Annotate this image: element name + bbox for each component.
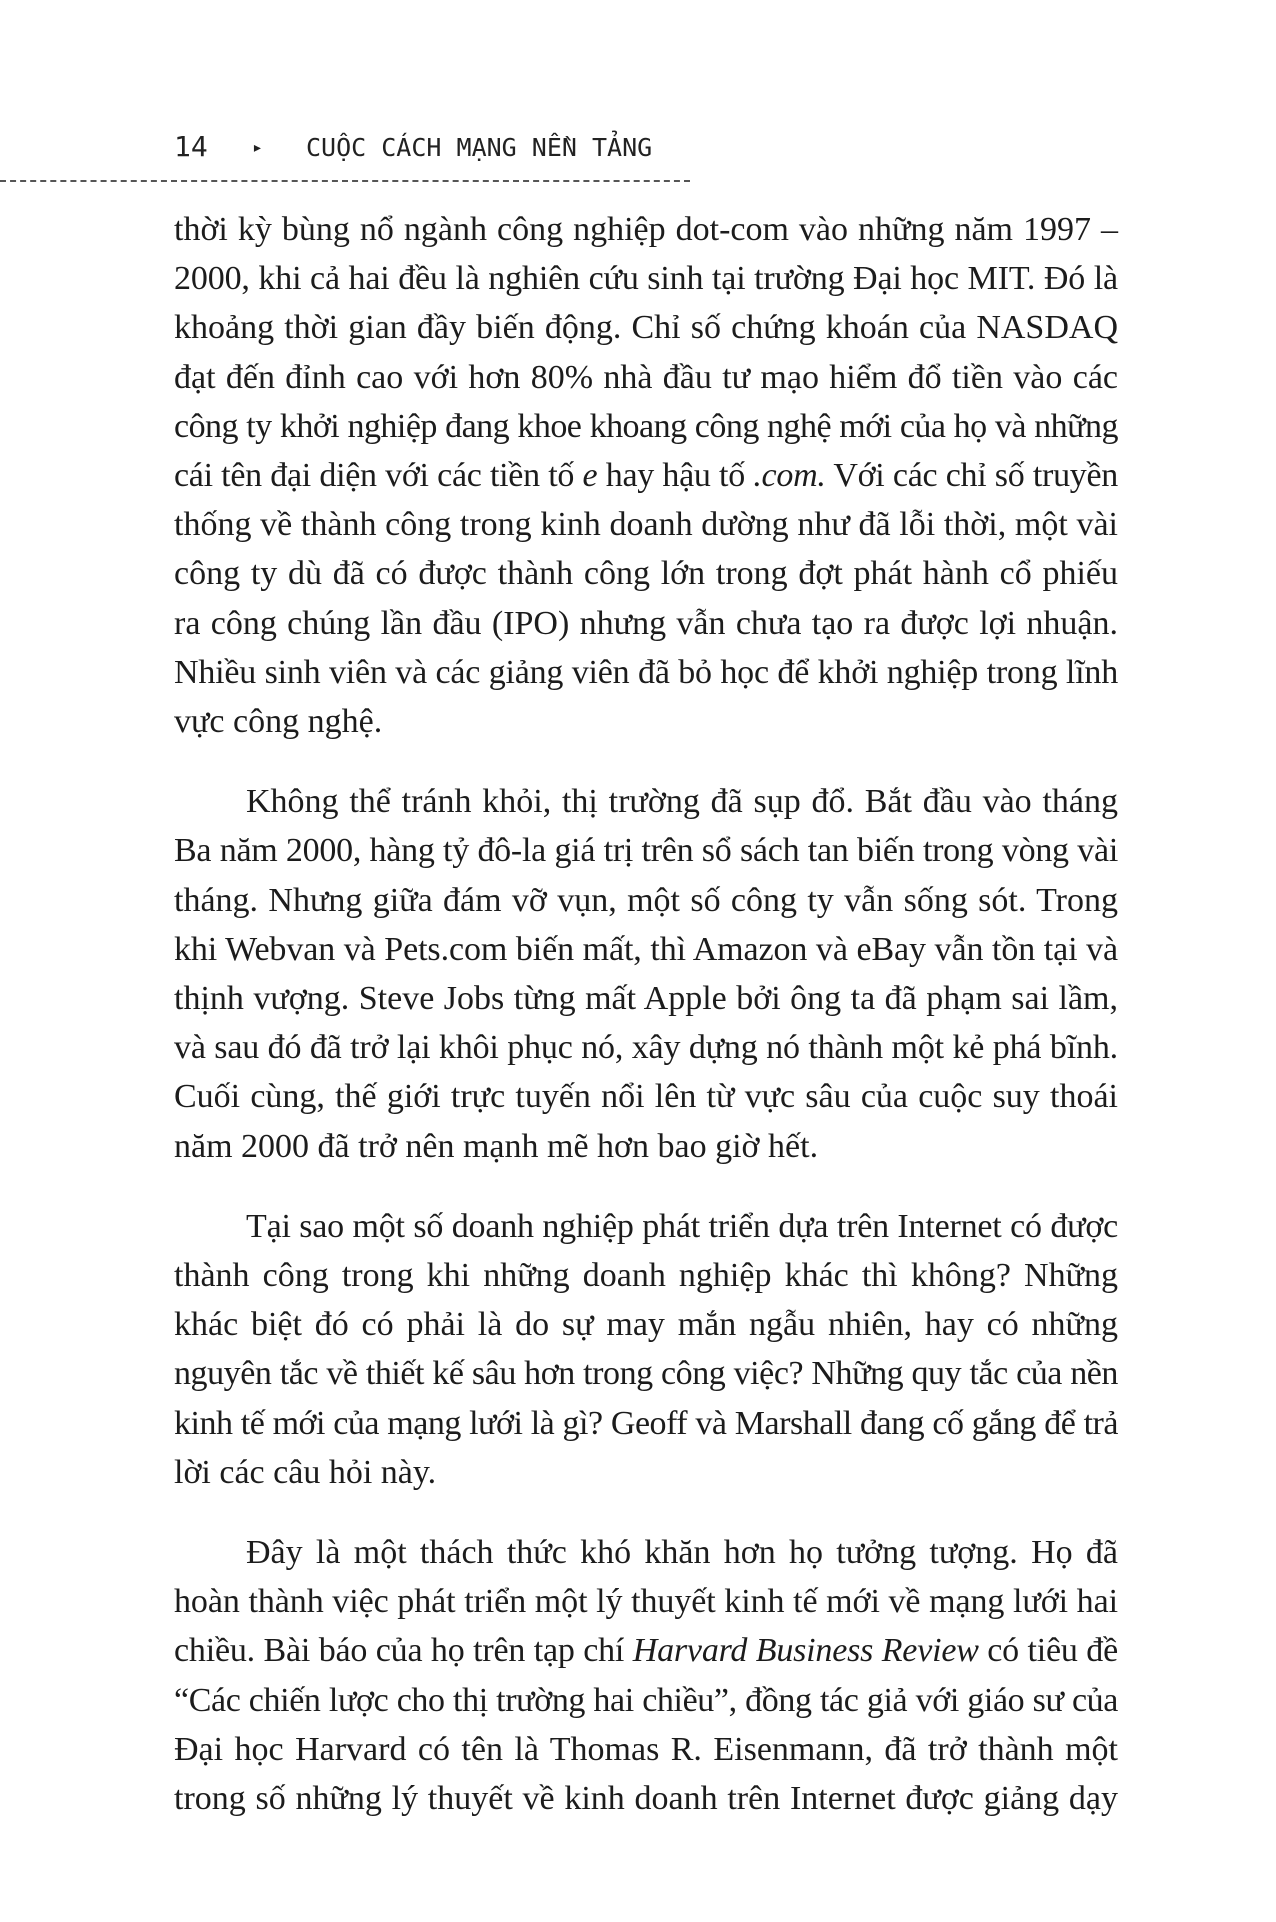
- text-line: nguyên tắc về thiết kế sâu hơn trong công việc? Những quy tắc của nền: [174, 1355, 1118, 1393]
- text-line: thống về thành công trong kinh doanh dường như đã lỗi thời, một vài: [174, 506, 1118, 544]
- text-line: ra công chúng lần đầu (IPO) nhưng vẫn chưa tạo ra được lợi nhuận.: [174, 604, 1118, 642]
- text-line: thành công trong khi những doanh nghiệp khác thì không? Những: [174, 1257, 1118, 1295]
- text-line: kinh tế mới của mạng lưới là gì? Geoff và Marshall đang cố gắng để trả: [174, 1404, 1118, 1442]
- text-line: công ty khởi nghiệp đang khoe khoang công nghệ mới của họ và những: [174, 407, 1118, 445]
- text-line: Tại sao một số doanh nghiệp phát triển dựa trên Internet có được: [246, 1207, 1118, 1245]
- page-number: 14: [174, 130, 208, 163]
- text-line: công ty dù đã có được thành công lớn trong đợt phát hành cổ phiếu: [174, 555, 1118, 593]
- text-line: khoảng thời gian đầy biến động. Chỉ số chứng khoán của NASDAQ: [174, 309, 1118, 347]
- running-header: [174, 130, 814, 163]
- paragraph-spacer: [174, 1497, 1118, 1528]
- text-line: Đại học Harvard có tên là Thomas R. Eisenmann, đã trở thành một: [174, 1730, 1118, 1768]
- text-line: hoàn thành việc phát triển một lý thuyết kinh tế mới về mạng lưới hai: [174, 1583, 1118, 1621]
- text-line: và sau đó đã trở lại khôi phục nó, xây dựng nó thành một kẻ phá bĩnh.: [174, 1029, 1118, 1067]
- paragraph-2: [174, 777, 1118, 1171]
- text-line: đạt đến đỉnh cao với hơn 80% nhà đầu tư mạo hiểm đổ tiền vào các: [174, 358, 1118, 396]
- text-line: 2000, khi cả hai đều là nghiên cứu sinh tại trường Đại học MIT. Đó là: [174, 260, 1118, 298]
- text-line: Đây là một thách thức khó khăn hơn họ tưởng tượng. Họ đã: [246, 1534, 1118, 1572]
- paragraph-spacer: [174, 1171, 1118, 1202]
- text-line: thịnh vượng. Steve Jobs từng mất Apple bởi ông ta đã phạm sai lầm,: [174, 980, 1118, 1018]
- paragraph-4: [174, 1528, 1118, 1823]
- text-line: thời kỳ bùng nổ ngành công nghiệp dot-com vào những năm 1997 –: [174, 211, 1118, 248]
- text-line: khác biệt đó có phải là do sự may mắn ngẫu nhiên, hay có những: [174, 1306, 1118, 1344]
- header-dashed-rule: [0, 180, 690, 182]
- text-line: cái tên đại diện với các tiền tố e hay hậu tố .com. Với các chỉ số truyền: [174, 457, 1118, 495]
- text-line: trong số những lý thuyết về kinh doanh trên Internet được giảng dạy: [174, 1780, 1118, 1818]
- running-title: CUỘC CÁCH MẠNG NỀN TẢNG: [306, 133, 653, 162]
- text-line: Không thể tránh khỏi, thị trường đã sụp đổ. Bắt đầu vào tháng: [246, 783, 1118, 821]
- text-line: năm 2000 đã trở nên mạnh mẽ hơn bao giờ hết.: [174, 1127, 819, 1165]
- text-line: Ba năm 2000, hàng tỷ đô-la giá trị trên sổ sách tan biến trong vòng vài: [174, 832, 1118, 870]
- text-line: vực công nghệ.: [174, 703, 383, 741]
- text-line: “Các chiến lược cho thị trường hai chiều”, đồng tác giả với giáo sư của: [174, 1681, 1118, 1719]
- paragraph-spacer: [174, 746, 1118, 777]
- paragraph-3: [174, 1202, 1118, 1497]
- body-text: [174, 205, 1118, 1823]
- text-line: tháng. Nhưng giữa đám vỡ vụn, một số công ty vẫn sống sót. Trong: [174, 881, 1118, 919]
- paragraph-1: [174, 205, 1118, 746]
- text-line: Cuối cùng, thế giới trực tuyến nổi lên từ vực sâu của cuộc suy thoái: [174, 1078, 1118, 1116]
- text-line: lời các câu hỏi này.: [174, 1453, 437, 1491]
- triangle-marker-icon: ▸: [252, 137, 263, 158]
- text-line: khi Webvan và Pets.com biến mất, thì Amazon và eBay vẫn tồn tại và: [174, 930, 1118, 968]
- text-line: Nhiều sinh viên và các giảng viên đã bỏ học để khởi nghiệp trong lĩnh: [174, 653, 1118, 691]
- text-line: chiều. Bài báo của họ trên tạp chí Harvard Business Review có tiêu đề: [174, 1632, 1118, 1670]
